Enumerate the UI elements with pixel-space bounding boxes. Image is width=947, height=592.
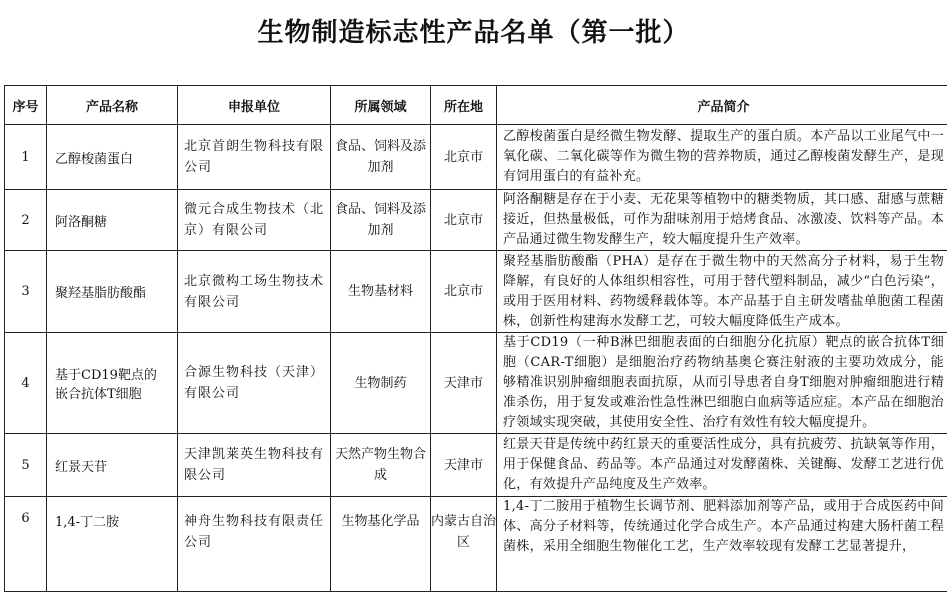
applicant-unit: 合源生物科技（天津）有限公司 bbox=[178, 333, 331, 434]
product-name: 乙醇梭菌蛋白 bbox=[47, 125, 178, 190]
row-index: 5 bbox=[5, 434, 47, 497]
table-row bbox=[5, 190, 947, 251]
product-field: 生物制药 bbox=[331, 333, 431, 434]
product-name: 阿洛酮糖 bbox=[47, 190, 178, 251]
applicant-unit: 微元合成生物技术（北京）有限公司 bbox=[178, 190, 331, 251]
product-name: 1,4-丁二胺 bbox=[47, 497, 178, 592]
header-field: 所属领域 bbox=[331, 86, 431, 125]
product-table bbox=[4, 85, 947, 592]
product-description: 乙醇梭菌蛋白是经微生物发酵、提取生产的蛋白质。本产品以工业尾气中一氧化碳、二氧化碳等作为微生物的营养物质，通过乙醇梭菌发酵生产，是现有饲用蛋白的有益补充。 bbox=[497, 125, 947, 190]
header-description: 产品简介 bbox=[497, 86, 947, 125]
product-field: 生物基化学品 bbox=[331, 497, 431, 592]
product-field: 生物基材料 bbox=[331, 251, 431, 333]
product-description: 聚羟基脂肪酸酯（PHA）是存在于微生物中的天然高分子材料，易于生物降解，有良好的人体组织相容性，可用于替代塑料制品，减少“白色污染”，或用于医用材料、药物缓释载体等。本产品基于自主研发嗜盐单胞菌工程菌株，创新性构建海水发酵工艺，可较大幅度降低生产成本。 bbox=[497, 251, 947, 333]
row-index: 3 bbox=[5, 251, 47, 333]
product-location: 天津市 bbox=[431, 333, 497, 434]
product-name: 红景天苷 bbox=[47, 434, 178, 497]
product-location: 天津市 bbox=[431, 434, 497, 497]
applicant-unit: 北京微构工场生物技术有限公司 bbox=[178, 251, 331, 333]
product-field: 天然产物生物合成 bbox=[331, 434, 431, 497]
product-name: 基于CD19靶点的嵌合抗体T细胞 bbox=[47, 333, 178, 434]
row-index: 2 bbox=[5, 190, 47, 251]
product-description: 基于CD19（一种B淋巴细胞表面的白细胞分化抗原）靶点的嵌合抗体T细胞（CAR-T细胞）是细胞治疗药物纳基奥仑赛注射液的主要功效成分，能够精准识别肿瘤细胞表面抗原，从而引导患者自身T细胞对肿瘤细胞进行精准杀伤，用于复发或难治性急性淋巴细胞白血病等适应症。本产品在细胞治疗领域实现突破，其使用安全性、治疗有效性有较大幅度提升。 bbox=[497, 333, 947, 434]
applicant-unit: 北京首朗生物科技有限公司 bbox=[178, 125, 331, 190]
product-location: 北京市 bbox=[431, 190, 497, 251]
product-description: 阿洛酮糖是存在于小麦、无花果等植物中的糖类物质，其口感、甜感与蔗糖接近，但热量极低，可作为甜味剂用于焙烤食品、冰激凌、饮料等产品。本产品通过微生物发酵生产，较大幅度提升生产效率。 bbox=[497, 190, 947, 251]
applicant-unit: 神舟生物科技有限责任公司 bbox=[178, 497, 331, 592]
table-row bbox=[5, 333, 947, 434]
header-index: 序号 bbox=[5, 86, 47, 125]
product-location: 北京市 bbox=[431, 125, 497, 190]
table-row bbox=[5, 434, 947, 497]
row-index: 1 bbox=[5, 125, 47, 190]
header-product-name: 产品名称 bbox=[47, 86, 178, 125]
product-name: 聚羟基脂肪酸酯 bbox=[47, 251, 178, 333]
row-index: 6 bbox=[5, 497, 47, 592]
table-row bbox=[5, 497, 947, 592]
product-description: 红景天苷是传统中药红景天的重要活性成分，具有抗疲劳、抗缺氧等作用，用于保健食品、药品等。本产品通过对发酵菌株、关键酶、发酵工艺进行优化，有效提升产品纯度及生产效率。 bbox=[497, 434, 947, 497]
product-location: 北京市 bbox=[431, 251, 497, 333]
product-field: 食品、饲料及添加剂 bbox=[331, 125, 431, 190]
header-applicant: 申报单位 bbox=[178, 86, 331, 125]
table-row bbox=[5, 125, 947, 190]
table-header-row bbox=[5, 86, 947, 125]
product-field: 食品、饲料及添加剂 bbox=[331, 190, 431, 251]
table-row bbox=[5, 251, 947, 333]
row-index: 4 bbox=[5, 333, 47, 434]
header-location: 所在地 bbox=[431, 86, 497, 125]
product-description: 1,4-丁二胺用于植物生长调节剂、肥料添加剂等产品，或用于合成医药中间体、高分子材料等，传统通过化学合成生产。本产品通过构建大肠杆菌工程菌株，采用全细胞生物催化工艺，生产效率较现有发酵工艺显著提升， bbox=[497, 497, 947, 592]
page-title: 生物制造标志性产品名单（第一批） bbox=[0, 12, 947, 49]
product-location: 内蒙古自治区 bbox=[431, 497, 497, 592]
applicant-unit: 天津凯莱英生物科技有限公司 bbox=[178, 434, 331, 497]
